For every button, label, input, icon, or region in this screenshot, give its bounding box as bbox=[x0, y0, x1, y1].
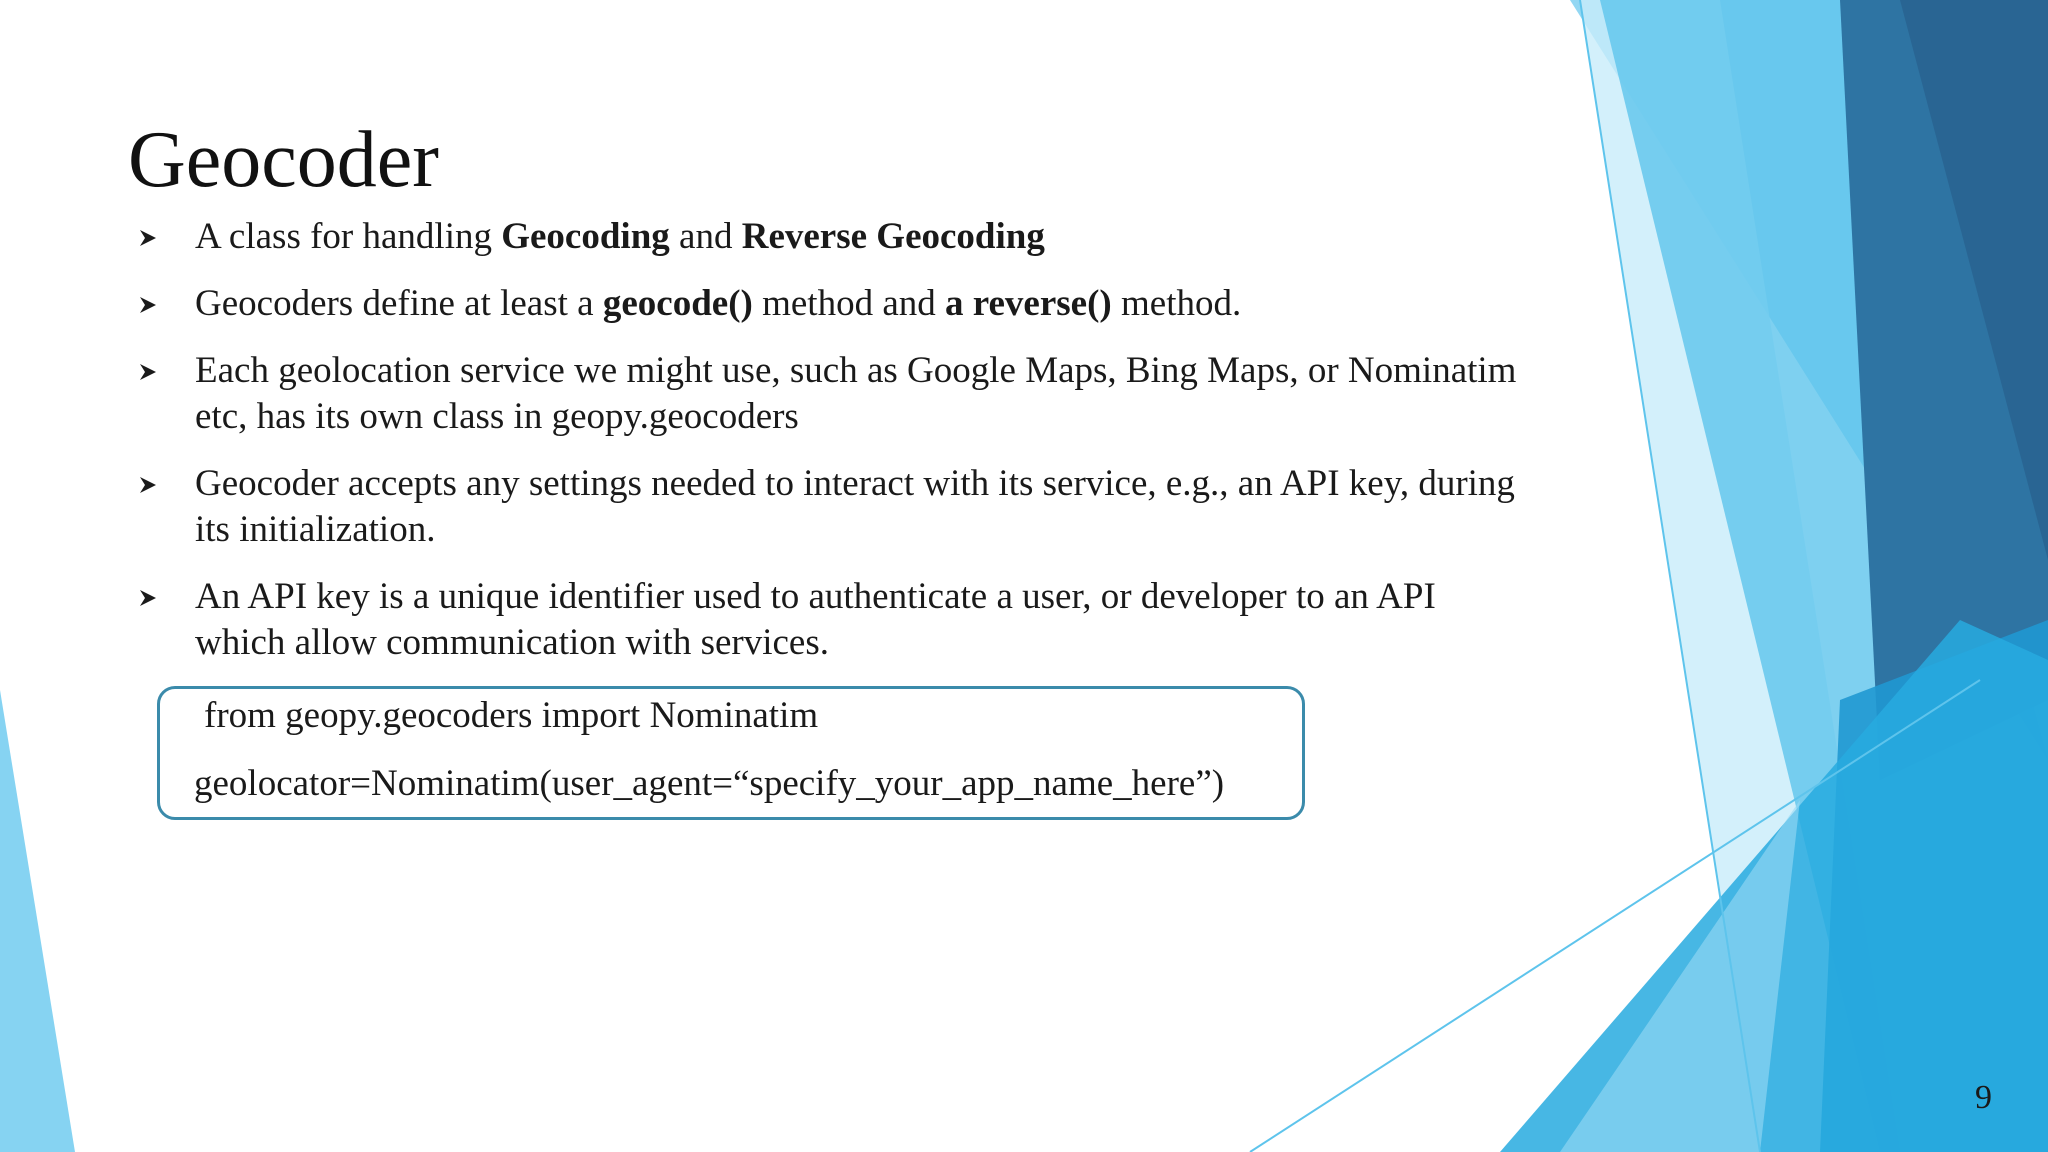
bullet-list bbox=[138, 214, 1518, 687]
arrowhead-bullet-icon bbox=[138, 295, 158, 315]
bullet-text-bold: Geocoding bbox=[501, 216, 670, 257]
decor-left-sliver bbox=[0, 690, 75, 1152]
bullet-item bbox=[138, 214, 1518, 260]
bullet-text-part: method and bbox=[752, 283, 945, 324]
page-number: 9 bbox=[1975, 1079, 1992, 1116]
bullet-item bbox=[138, 281, 1518, 327]
bullet-item bbox=[138, 574, 1518, 666]
code-box bbox=[157, 686, 1305, 820]
bullet-item bbox=[138, 348, 1518, 440]
arrowhead-bullet-icon bbox=[138, 475, 158, 495]
bullet-text-bold: Reverse Geocoding bbox=[741, 216, 1045, 257]
code-line-geolocator: geolocator=Nominatim(user_agent=“specify_your_app_name_here”) bbox=[194, 763, 1225, 804]
bullet-text-bold: geocode() bbox=[602, 283, 753, 324]
arrowhead-bullet-icon bbox=[138, 362, 158, 382]
bullet-text-part: Geocoder accepts any settings needed to interact with its service, e.g., an API key, during its initialization. bbox=[195, 463, 1515, 550]
code-line-import: from geopy.geocoders import Nominatim bbox=[204, 695, 819, 736]
bullet-text-part: Geocoders define at least a bbox=[195, 283, 603, 324]
bullet-text-bold: a reverse() bbox=[945, 283, 1112, 324]
bullet-text-part: method. bbox=[1111, 283, 1242, 324]
bullet-text-part: Each geolocation service we might use, such as Google Maps, Bing Maps, or Nominatim etc, has its own class in geopy.geocoders bbox=[195, 350, 1517, 437]
slide-title: Geocoder bbox=[128, 116, 439, 204]
bullet-text-part: An API key is a unique identifier used to authenticate a user, or developer to an API which allow communication with services. bbox=[195, 576, 1436, 663]
bullet-item bbox=[138, 461, 1518, 553]
bullet-text-part: A class for handling bbox=[195, 216, 502, 257]
bullet-text-part: and bbox=[669, 216, 742, 257]
arrowhead-bullet-icon bbox=[138, 588, 158, 608]
arrowhead-bullet-icon bbox=[138, 228, 158, 248]
